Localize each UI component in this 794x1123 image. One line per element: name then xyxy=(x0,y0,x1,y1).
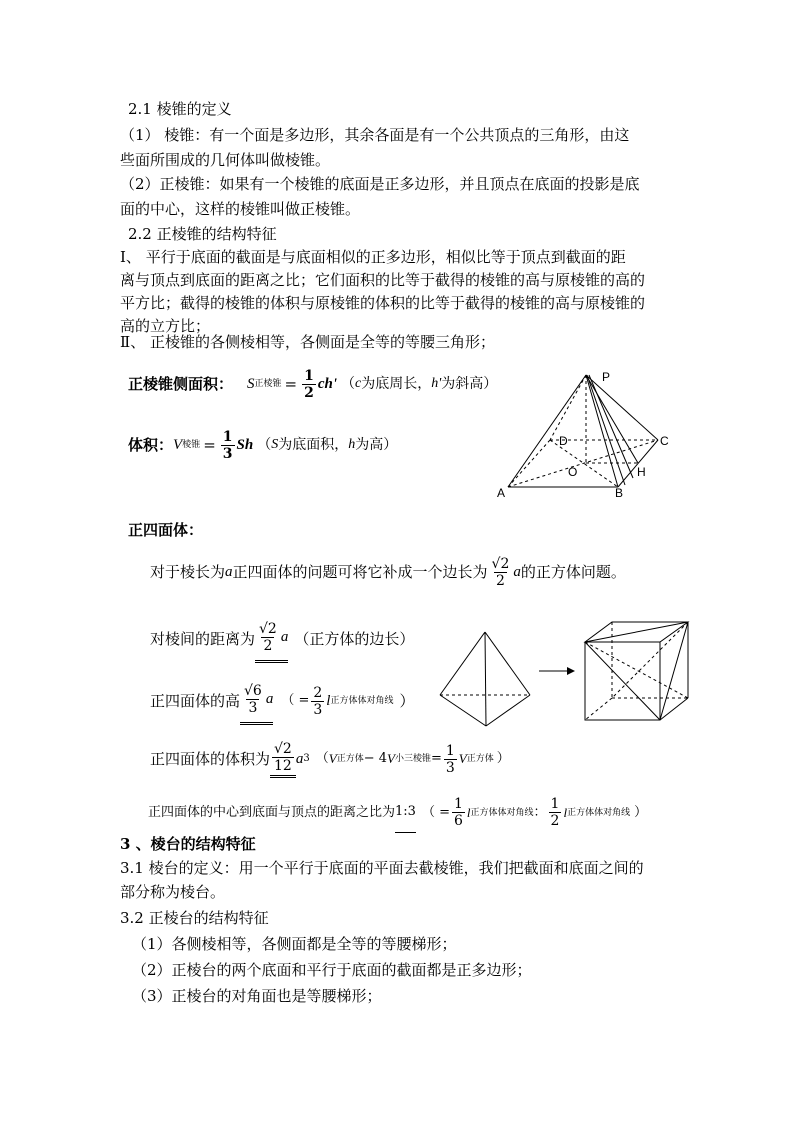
label-o: O xyxy=(568,465,578,479)
section-2-1-heading: 2.1 棱锥的定义 xyxy=(128,100,232,118)
fraction-sqrt2-over-2: $\frac{√2}{2}$ xyxy=(491,555,510,589)
section-3-heading: 3 、棱台的结构特征 xyxy=(120,835,256,853)
frustum-def-line-2: 部分称为棱台。 xyxy=(120,883,226,901)
tetrahedron-shape xyxy=(440,632,530,726)
label-d: D xyxy=(559,434,568,448)
regular-pyramid-def-line-2: 面的中心，这样的棱锥叫做正棱锥。 xyxy=(120,200,361,218)
frustum-property-3: （3）正棱台的对角面也是等腰梯形； xyxy=(132,987,382,1005)
frustum-property-2: （2）正棱台的两个底面和平行于底面的截面都是正多边形； xyxy=(132,961,532,979)
arrow-icon xyxy=(539,667,575,675)
tetrahedron-heading: 正四面体： xyxy=(128,521,204,539)
tetrahedron-volume: 正四面体的体积为 $\frac{√2}{12}$ a 3 （ V 正方体 − 4 V 小三棱锥 = $\frac{1}{3}$ V 正方体 ） xyxy=(150,740,510,776)
frustum-def-line-1: 3.1 棱台的定义：用一个平行于底面的平面去截棱锥，我们把截面和底面之间的 xyxy=(120,859,644,877)
opposite-edge-distance: 对棱间的距离为 $\frac{√2}{2}$ a （正方体的边长） xyxy=(150,615,414,663)
property-1-line-4: 高的立方比； xyxy=(120,317,211,335)
cube-shape xyxy=(585,622,688,720)
property-1-line-2: 离与顶点到底面的距离之比；它们面积的比等于截得的棱锥的高与原棱锥的高的 xyxy=(120,271,646,289)
tetrahedron-height: 正四面体的高 $\frac{√6}{3}$ a （ = $\frac{2}{3}$ l 正方体体对角线 ） xyxy=(150,677,415,725)
label-c: C xyxy=(660,434,669,448)
volume-label: 体积： xyxy=(128,436,174,454)
regular-pyramid-diagram xyxy=(490,360,690,505)
section-2-2-heading: 2.2 正棱锥的结构特征 xyxy=(128,225,277,243)
fraction-one-half: $\frac{1}{2}$ xyxy=(304,367,314,401)
center-distance-ratio: 正四面体的中心到底面与顶点的距离之比为 1:3 （ = $\frac{1}{6}$ l 正方体体对角线 ： $\frac{1}{2}$ l 正方体体对角线 ） xyxy=(148,792,647,833)
tetrahedron-cube-diagram xyxy=(430,620,700,732)
label-a: A xyxy=(497,486,506,500)
lateral-area-label: 正棱锥侧面积： xyxy=(128,375,234,393)
property-1-line-3: 平方比；截得的棱锥的体积与原棱锥的体积的比等于截得的棱锥的高与原棱锥的 xyxy=(120,294,646,312)
property-1-line-1: Ⅰ、 平行于底面的截面是与底面相似的正多边形，相似比等于顶点到截面的距 xyxy=(120,248,626,266)
lateral-area-formula: 正棱锥侧面积： S 正棱锥 = $\frac{1}{2}$ ch' （ c 为底周长， h' 为斜高） xyxy=(128,367,498,401)
label-h: H xyxy=(637,465,646,479)
pyramid-def-line-2: 些面所围成的几何体叫做棱锥。 xyxy=(120,151,331,169)
regular-pyramid-def-line-1: （2）正棱锥：如果有一个棱锥的底面是正多边形，并且顶点在底面的投影是底 xyxy=(120,175,640,193)
property-2: Ⅱ、 正棱锥的各侧棱相等，各侧面是全等的等腰三角形； xyxy=(120,333,495,351)
pyramid-volume-formula: 体积： V 棱锥 = $\frac{1}{3}$ Sh （ S 为底面积， h 为高） xyxy=(128,428,398,462)
frustum-property-1: （1）各侧棱相等，各侧面都是全等的等腰梯形； xyxy=(132,935,457,953)
pyramid-def-line-1: （1） 棱锥：有一个面是多边形，其余各面是有一个公共顶点的三角形，由这 xyxy=(120,126,630,144)
fraction-one-third: $\frac{1}{3}$ xyxy=(222,428,233,462)
label-b: B xyxy=(615,486,624,500)
section-3-2-heading: 3.2 正棱台的结构特征 xyxy=(120,909,269,927)
label-p: P xyxy=(602,370,611,384)
tetrahedron-intro: 对于棱长为 a 正四面体的问题可将它补成一个边长为 $\frac{√2}{2}$ a 的正方体问题。 xyxy=(150,555,626,589)
